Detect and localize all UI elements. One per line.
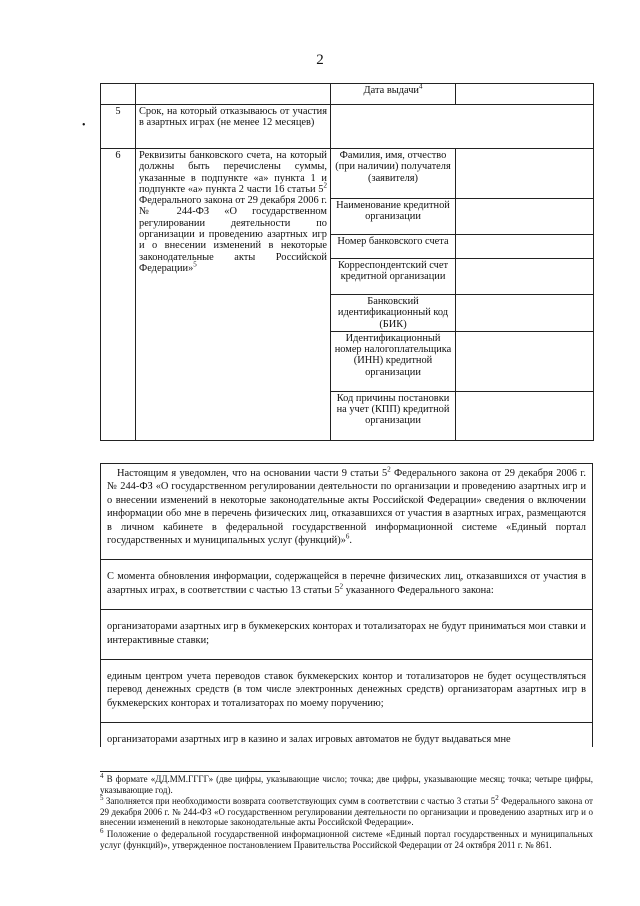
footnote-ref-5: 5 [193, 260, 197, 269]
notice-paragraph-3: организаторами азартных игр в букмекерских конторах и тотализаторах не будут приниматься мои ставки и интерактивные ставки; [107, 621, 586, 646]
divider [101, 559, 592, 560]
footnote-ref-6: 6 [345, 532, 350, 541]
field-inn: Идентификационный номер налогоплательщика (ИНН) кредитной организации [331, 331, 456, 391]
cell-empty [136, 84, 331, 105]
divider [101, 722, 592, 723]
notice-block [100, 463, 593, 747]
bank-details-label: Реквизиты банковского счета, на который должны быть перечислены суммы, указанные в подпункте «а» пункта 1 и подпункте «а» пункта 2 части 16 статьи $5^2$ Федерального закона от 29 декабря 2006 г. № 244-ФЗ «О государственном регулировании деятельности по организации и проведению азартных игр и о внесении изменений в некоторые законодательные акты Российской Федерации»$^5$ [136, 149, 331, 441]
notice-paragraph-5: организаторами азартных игр в казино и залах игровых автоматов не будут выдаваться мне [107, 734, 511, 746]
field-correspondent-account: Корреспондентский счет кредитной организации [331, 259, 456, 295]
row-number: 5 [101, 105, 136, 149]
field-account-number: Номер банковского счета [331, 235, 456, 259]
footnote-4: $^4$ В формате «ДД.ММ.ГГГГ» (две цифры, указывающие число; точка; две цифры, указывающие месяц; точка; четыре цифры, указывающие год). [100, 772, 593, 795]
notice-paragraph-1: Настоящим я уведомлен, что на основании части 9 статьи $5^2$ Федерального закона от 29 декабря 2006 г. № 244-ФЗ «О государственном регулировании деятельности по организации и проведению азартных игр и о внесении изменений в некоторые законодательные акты Российской Федерации» сведения о включении информации обо мне в перечень физических лиц, отказавшихся от участия в азартных играх, размещаются в личном кабинете в федеральной государственной информационной системе «Единый портал государственных и муниципальных услуг (функций)»$^6$. [107, 465, 586, 547]
field-value [456, 331, 594, 391]
table-row-issue-date [101, 84, 594, 105]
footnote-ref-4: 4 [418, 82, 423, 91]
issue-date-label: Дата выдачи$^4$ [331, 84, 456, 105]
field-bank-name: Наименование кредитной организации [331, 199, 456, 235]
footnote-separator [100, 771, 280, 772]
application-form-table [100, 83, 594, 441]
notice-paragraph-4: единым центром учета переводов ставок букмекерских контор и тотализаторов не будет осуществляться перевод денежных средств (в том числе электронных денежных средств) организаторам азартных игр в букмекерских конторах и тотализаторах по моему поручению; [107, 671, 586, 709]
divider [101, 659, 592, 660]
divider [101, 609, 592, 610]
refusal-period-label: Срок, на который отказываюсь от участия в азартных играх (не менее 12 месяцев) [136, 105, 331, 149]
table-row-6 [101, 149, 594, 199]
margin-dot: • [82, 120, 86, 131]
issue-date-value [456, 84, 594, 105]
field-value [456, 391, 594, 440]
footnote-5: $^5$ Заполняется при необходимости возврата соответствующих сумм в соответствии с частью 3 статьи $5^2$ Федерального закона от 29 декабря 2006 г. № 244-ФЗ «О государственном регулировании деятельности по организации и проведению азартных игр и о внесении изменений в некоторые законодательные акты Российской Федерации». [100, 794, 593, 828]
refusal-period-value [331, 105, 594, 149]
field-value [456, 149, 594, 199]
field-kpp: Код причины постановки на учет (КПП) кредитной организации [331, 391, 456, 440]
field-value [456, 295, 594, 332]
notice-paragraph-2: С момента обновления информации, содержащейся в перечне физических лиц, отказавшихся от участия в азартных играх, в соответствии с частью 13 статьи $5^2$ указанного Федерального закона: [107, 571, 586, 596]
table-row-5 [101, 105, 594, 149]
field-bik: Банковский идентификационный код (БИК) [331, 295, 456, 332]
cell-empty [101, 84, 136, 105]
field-value [456, 259, 594, 295]
footnotes [100, 774, 593, 851]
field-recipient-name: Фамилия, имя, отчество (при наличии) получателя (заявителя) [331, 149, 456, 199]
page-number: 2 [316, 52, 324, 68]
footnote-6: $^6$ Положение о федеральной государственной информационной системе «Единый портал государственных и муниципальных услуг (функций)», утвержденное постановлением Правительства Российской Федерации от 24 октября 2011 г. № 861. [100, 826, 593, 850]
row-number: 6 [101, 149, 136, 441]
field-value [456, 235, 594, 259]
field-value [456, 199, 594, 235]
